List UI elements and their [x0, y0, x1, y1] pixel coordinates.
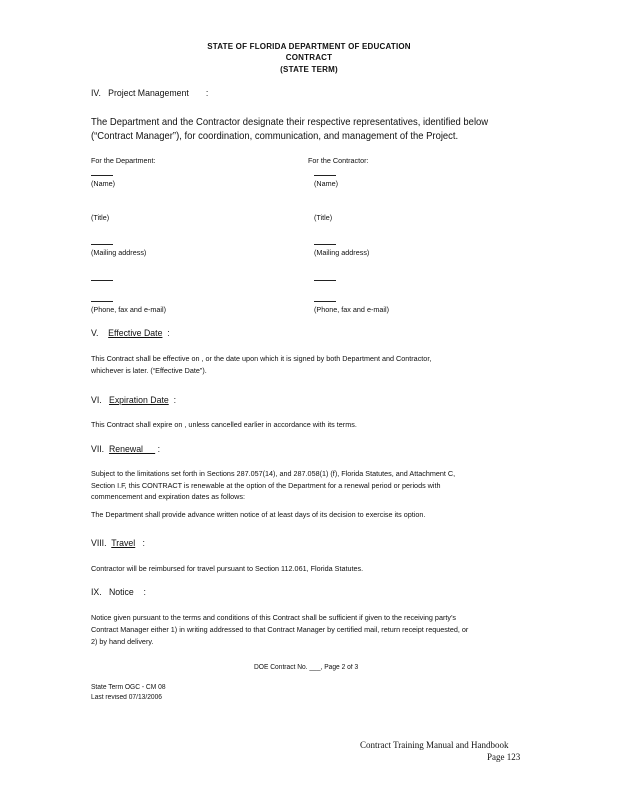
section-ix-colon: : [143, 587, 146, 598]
section-ix-line2: Contract Manager either 1) in writing addressed to that Contract Manager by certified mail, return receipt requested, or [91, 625, 469, 634]
section-viii-title: Travel [111, 538, 136, 549]
section-vii-colon: : [157, 444, 160, 455]
section-v-number: V. [91, 328, 99, 339]
section-viii-line1: Contractor will be reimbursed for travel pursuant to Section 112.061, Florida Statutes. [91, 564, 364, 573]
doe-contract-footer: DOE Contract No. ___, Page 2 of 3 [254, 664, 359, 671]
header-contract: CONTRACT [285, 53, 333, 62]
section-v-line1: This Contract shall be effective on , or the date upon which it is signed by both Department and Contractor, [91, 354, 432, 363]
section-ix-line1: Notice given pursuant to the terms and conditions of this Contract shall be sufficient if given to the receiving party’s [91, 613, 457, 622]
section-ix-number: IX. [91, 587, 102, 598]
header-state-term: (STATE TERM) [280, 65, 338, 74]
page-number-footer: Page 123 [487, 752, 521, 762]
section-ix-line3: 2) by hand delivery. [91, 637, 154, 646]
dept-extra-line [91, 280, 113, 281]
contractor-mailing-label: (Mailing address) [314, 248, 370, 257]
dept-phone-line [91, 301, 113, 302]
section-iv-colon: : [205, 88, 209, 99]
state-term-footer: State Term OGC - CM 08 [91, 684, 166, 691]
section-vii-number: VII. [91, 444, 105, 455]
dept-mailing-line [91, 244, 113, 245]
contractor-title-label: (Title) [314, 213, 333, 222]
section-viii-heading [91, 538, 145, 549]
department-label: For the Department: [91, 156, 156, 165]
section-v-colon: : [167, 328, 170, 339]
section-v-title: Effective Date [108, 328, 163, 339]
section-vi-title: Expiration Date [108, 395, 169, 406]
section-vi-heading [91, 395, 176, 406]
header-agency: STATE OF FLORIDA DEPARTMENT OF EDUCATION [207, 42, 411, 51]
section-vi-line1: This Contract shall expire on , unless cancelled earlier in accordance with its terms. [91, 420, 357, 429]
section-vi-number: VI. [91, 395, 102, 406]
contractor-name-label: (Name) [314, 179, 339, 188]
contractor-label: For the Contractor: [308, 156, 369, 165]
section-vii-line2: Section I.F, this CONTRACT is renewable at the option of the Department for a renewal period or periods with [91, 481, 441, 490]
dept-name-label: (Name) [91, 179, 116, 188]
section-vii-line4: The Department shall provide advance written notice of at least days of its decision to exercise its option. [91, 510, 426, 519]
section-vii-title: Renewal [108, 444, 143, 455]
section-v-heading [91, 328, 170, 339]
section-ix-heading [91, 587, 146, 598]
contractor-phone-line [314, 301, 336, 302]
section-iv-para-line2: (“Contract Manager”), for coordination, communication, and management of the Project. [91, 130, 459, 142]
section-v-line2: whichever is later. (“Effective Date”). [91, 366, 207, 375]
section-vii-line3: commencement and expiration dates as follows: [91, 492, 245, 501]
dept-phone-label: (Phone, fax and e-mail) [91, 305, 166, 314]
last-revised-footer: Last revised 07/13/2006 [91, 694, 162, 701]
section-viii-colon: : [142, 538, 145, 549]
manual-title-footer: Contract Training Manual and Handbook [360, 740, 509, 750]
contractor-mailing-line [314, 244, 336, 245]
section-iv-title: Project Management [108, 88, 189, 99]
section-iv-heading [91, 88, 208, 99]
section-vii-line1: Subject to the limitations set forth in Sections 287.057(14), and 287.058(1) (f), Florida Statutes, and Attachment C, [91, 469, 456, 478]
dept-mailing-label: (Mailing address) [91, 248, 147, 257]
section-iv-para-line1: The Department and the Contractor designate their respective representatives, identified below [91, 116, 489, 128]
section-vi-colon: : [173, 395, 177, 406]
section-viii-number: VIII. [91, 538, 107, 549]
contractor-phone-label: (Phone, fax and e-mail) [314, 305, 389, 314]
dept-name-line [91, 175, 113, 176]
contractor-name-line [314, 175, 336, 176]
section-ix-title: Notice [108, 587, 134, 598]
dept-title-label: (Title) [91, 213, 110, 222]
section-iv-number: IV. [91, 88, 101, 99]
contractor-extra-line [314, 280, 336, 281]
section-vii-heading [91, 444, 160, 455]
